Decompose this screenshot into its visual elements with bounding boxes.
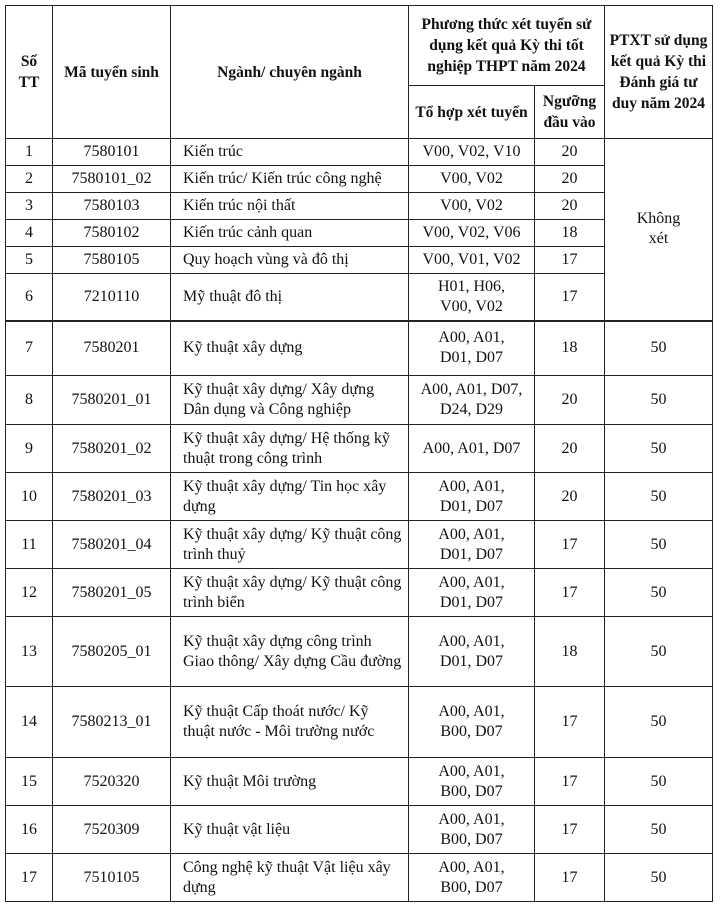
header-ma-tuyen-sinh: Mã tuyển sinh — [53, 6, 171, 139]
cell-ptxt: 50 — [605, 806, 713, 854]
cell-to-hop: A00, A01, B00, D07 — [409, 854, 535, 902]
cell-nguong: 18 — [535, 321, 605, 376]
cell-ma: 7580201_02 — [53, 425, 171, 473]
table-row — [6, 139, 713, 166]
cell-to-hop: A00, A01, D01, D07 — [409, 617, 535, 687]
cell-nguong: 17 — [535, 569, 605, 617]
cell-stt: 5 — [6, 247, 53, 274]
cell-nganh: Quy hoạch vùng và đô thị — [171, 247, 409, 274]
cell-nganh: Kỹ thuật Cấp thoát nước/ Kỹ thuật nước - Môi trường nước — [171, 687, 409, 758]
cell-nguong: 20 — [535, 139, 605, 166]
cell-ptxt: 50 — [605, 617, 713, 687]
cell-to-hop: A00, A01, D07 — [409, 425, 535, 473]
table-row — [6, 687, 713, 758]
cell-to-hop: A00, A01, B00, D07 — [409, 758, 535, 806]
header-to-hop: Tổ hợp xét tuyển — [409, 86, 535, 139]
cell-stt: 6 — [6, 274, 53, 321]
cell-nganh: Kỹ thuật xây dựng/ Tin học xây dựng — [171, 473, 409, 521]
cell-ma: 7580101 — [53, 139, 171, 166]
cell-nganh: Kỹ thuật xây dựng/ Kỹ thuật công trình thuỷ — [171, 521, 409, 569]
cell-nguong: 20 — [535, 166, 605, 193]
cell-ma: 7510105 — [53, 854, 171, 902]
table-row — [6, 854, 713, 902]
cell-nguong: 20 — [535, 473, 605, 521]
cell-nganh: Kỹ thuật xây dựng/ Kỹ thuật công trình biển — [171, 569, 409, 617]
cell-ma: 7580101_02 — [53, 166, 171, 193]
admission-table-sheet — [5, 5, 713, 902]
cell-stt: 3 — [6, 193, 53, 220]
cell-ma: 7580201 — [53, 321, 171, 376]
cell-stt: 12 — [6, 569, 53, 617]
cell-nganh: Kiến trúc/ Kiến trúc công nghệ — [171, 166, 409, 193]
cell-ptxt: 50 — [605, 569, 713, 617]
cell-nganh: Kỹ thuật xây dựng/ Xây dựng Dân dụng và Công nghiệp — [171, 376, 409, 425]
cell-to-hop: V00, V02, V10 — [409, 139, 535, 166]
cell-ptxt: 50 — [605, 521, 713, 569]
cell-ma: 7520309 — [53, 806, 171, 854]
cell-nganh: Kỹ thuật xây dựng/ Hệ thống kỹ thuật trong công trình — [171, 425, 409, 473]
table-row — [6, 473, 713, 521]
cell-nganh: Kỹ thuật xây dựng — [171, 321, 409, 376]
header-thpt-group: Phương thức xét tuyển sử dụng kết quả Kỳ thi tốt nghiệp THPT năm 2024 — [409, 6, 605, 86]
cell-ma: 7580213_01 — [53, 687, 171, 758]
cell-ptxt: 50 — [605, 376, 713, 425]
cell-stt: 14 — [6, 687, 53, 758]
header-stt: Số TT — [6, 6, 53, 139]
cell-nganh: Mỹ thuật đô thị — [171, 274, 409, 321]
cell-nganh: Kỹ thuật xây dựng công trình Giao thông/ Xây dựng Cầu đường — [171, 617, 409, 687]
header-ptxt: PTXT sử dụng kết quả Kỳ thi Đánh giá tư duy năm 2024 — [605, 6, 713, 139]
table-row — [6, 321, 713, 376]
cell-ma: 7210110 — [53, 274, 171, 321]
cell-nguong: 18 — [535, 617, 605, 687]
cell-stt: 16 — [6, 806, 53, 854]
cell-ma: 7580201_01 — [53, 376, 171, 425]
table-row — [6, 806, 713, 854]
cell-nganh: Công nghệ kỹ thuật Vật liệu xây dựng — [171, 854, 409, 902]
cell-to-hop: A00, A01, B00, D07 — [409, 806, 535, 854]
cell-stt: 7 — [6, 321, 53, 376]
cell-nganh: Kiến trúc nội thất — [171, 193, 409, 220]
table-row — [6, 521, 713, 569]
cell-nguong: 18 — [535, 220, 605, 247]
cell-to-hop: V00, V02 — [409, 193, 535, 220]
table-row — [6, 758, 713, 806]
cell-nguong: 17 — [535, 274, 605, 321]
cell-stt: 11 — [6, 521, 53, 569]
cell-ptxt: 50 — [605, 425, 713, 473]
cell-stt: 8 — [6, 376, 53, 425]
cell-to-hop: A00, A01, B00, D07 — [409, 687, 535, 758]
cell-nganh: Kiến trúc cảnh quan — [171, 220, 409, 247]
cell-to-hop: A00, A01, D07, D24, D29 — [409, 376, 535, 425]
cell-ma: 7580201_05 — [53, 569, 171, 617]
cell-to-hop: A00, A01, D01, D07 — [409, 321, 535, 376]
cell-ma: 7520320 — [53, 758, 171, 806]
cell-nguong: 17 — [535, 758, 605, 806]
table-row — [6, 617, 713, 687]
cell-stt: 9 — [6, 425, 53, 473]
cell-ptxt: 50 — [605, 473, 713, 521]
cell-nguong: 17 — [535, 247, 605, 274]
cell-nguong: 17 — [535, 806, 605, 854]
cell-ma: 7580105 — [53, 247, 171, 274]
cell-ma: 7580201_04 — [53, 521, 171, 569]
cell-nganh: Kỹ thuật vật liệu — [171, 806, 409, 854]
cell-nguong: 17 — [535, 687, 605, 758]
cell-ptxt: 50 — [605, 758, 713, 806]
cell-stt: 10 — [6, 473, 53, 521]
cell-ptxt: 50 — [605, 321, 713, 376]
cell-to-hop: A00, A01, D01, D07 — [409, 569, 535, 617]
cell-nguong: 20 — [535, 193, 605, 220]
cell-nguong: 17 — [535, 521, 605, 569]
cell-stt: 15 — [6, 758, 53, 806]
cell-ptxt: 50 — [605, 687, 713, 758]
table-row — [6, 425, 713, 473]
cell-nguong: 20 — [535, 425, 605, 473]
cell-stt: 2 — [6, 166, 53, 193]
cell-nganh: Kiến trúc — [171, 139, 409, 166]
cell-stt: 17 — [6, 854, 53, 902]
header-nguong: Ngưỡng đầu vào — [535, 86, 605, 139]
cell-nguong: 20 — [535, 376, 605, 425]
cell-stt: 1 — [6, 139, 53, 166]
table-row — [6, 376, 713, 425]
cell-stt: 13 — [6, 617, 53, 687]
cell-khong-xet: Không xét — [605, 139, 713, 321]
cell-ma: 7580102 — [53, 220, 171, 247]
admission-table — [5, 5, 713, 902]
cell-to-hop: A00, A01, D01, D07 — [409, 473, 535, 521]
cell-ma: 7580205_01 — [53, 617, 171, 687]
header-nganh: Ngành/ chuyên ngành — [171, 6, 409, 139]
cell-stt: 4 — [6, 220, 53, 247]
cell-to-hop: V00, V02 — [409, 166, 535, 193]
cell-nganh: Kỹ thuật Môi trường — [171, 758, 409, 806]
cell-to-hop: V00, V01, V02 — [409, 247, 535, 274]
cell-ptxt: 50 — [605, 854, 713, 902]
cell-nguong: 17 — [535, 854, 605, 902]
cell-to-hop: V00, V02, V06 — [409, 220, 535, 247]
cell-ma: 7580103 — [53, 193, 171, 220]
cell-to-hop: H01, H06, V00, V02 — [409, 274, 535, 321]
table-row — [6, 569, 713, 617]
cell-to-hop: A00, A01, D01, D07 — [409, 521, 535, 569]
cell-ma: 7580201_03 — [53, 473, 171, 521]
